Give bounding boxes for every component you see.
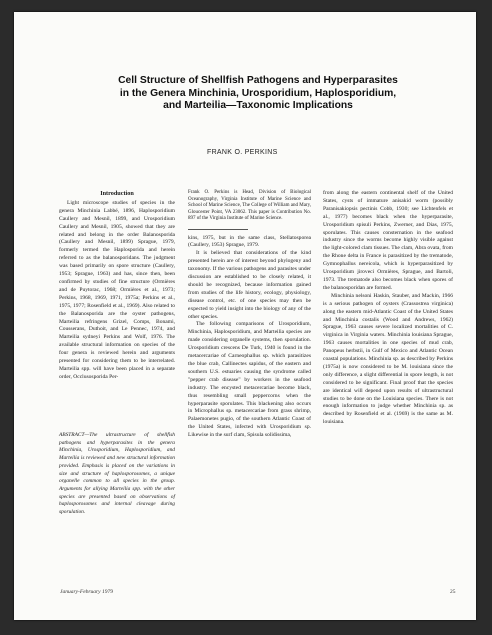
column-right xyxy=(323,190,453,427)
page-number: 25 xyxy=(450,589,456,595)
abstract: ABSTRACT—The ultrastructure of shellfish pathogens and hyperparasites in the genera Minchinia, Urosporidium, Haplosporidium, and Marteilia is reviewed and new structural information provided. Emphasis is placed on the variations in size and structure of haplosporosomes, a unique organelle common to all species in the group. Arguments for allying Marteilia spp. with the other species are presented based on observations of haplosporosomes and internal cleavage during sporulation. xyxy=(59,432,175,516)
title-line: Cell Structure of Shellfish Pathogens and Hyperparasites xyxy=(118,75,398,86)
body-paragraph: Light microscope studies of species in the genera Minchinia Labbé, 1896, Haplosporidium Caullery and Mesnil, 1899, and Urosporidium Caullery and Mesnil, 1905, showed that they are related and belong in the order Balanosporida (Caullery and Mesnil, 1899) Sprague, 1979, formerly termed the Haplosporida and herein referred to as the balanosporidans. The judgment was based primarily on spore structure (Caullery, 1953; Sprague, 1963) and has, since then, been confirmed by studies of fine structure (Ormières and de Puytorac, 1968; Ormières et al., 1973; Perkins, 1968, 1969, 1971, 1975a; Perkins et al., 1975, 1977; Rosenfield et al., 1969). Also related to the Balanosporida are the oyster pathogens, Marteilia refringens Grizel, Comps, Bonami, Cousserans, Duthoit, and Le Pennec, 1974, and Marteilia sydneyi Perkins and Wolf, 1976. The available structural information on species of the four genera is reviewed herein and arguments presented for considering them to be interrelated. Marteilia spp. will have been placed in a separate order, Occlusosporida Per- xyxy=(59,199,175,380)
body-paragraph: from along the eastern continental shelf of the United States, cysts of immature anisakid worm (possibly Paranisakiopsis pectinis Cobb, 1930; see Lichtenfels et al., 1977) becomes black when the hyperparasite, Urosporidium spisuli Perkins, Zwerner, and Dias, 1975, sporulates. This causes consternation in the seafood industry since the worms become highly visible against the light-colored clam tissues. The clam, Abra ovata, from the Rhone delta in France is parasitized by the trematode, Gymnophallus nereicola, which is hyperparasitized by Urosporidium jiroveci Ormières, Sprague, and Bartoli, 1973. The trematode also becomes black when spores of the balanosporidan are formed. xyxy=(323,190,453,291)
title-line: and Marteilia—Taxonomic Implications xyxy=(163,100,353,112)
issue-date: January-February 1979 xyxy=(60,589,114,595)
body-paragraph: It is believed that considerations of the kind presented herein are of interest beyond phylogeny and taxonomy. If the various pathogens and parasites under discussion are established to be closely related, it should be recognized, because information gained from studies of the life history, ecology, physiology, disease control, etc. of one species may then be expected to yield insight into the biology of any of the other species. xyxy=(188,250,311,320)
section-heading: Introduction xyxy=(100,190,134,197)
title-line: in the Genera Minchinia, Urosporidium, Haplosporidium, xyxy=(119,87,397,99)
journal-page xyxy=(14,12,476,620)
column-middle xyxy=(188,190,311,440)
column-left xyxy=(59,190,175,382)
body-paragraph: The following comparisons of Urosporidium, Minchinia, Haplosporidium, and Marteilia species are made considering organelle systems, then sporulation. Urosporidium crescens De Turk, 1940 is found in the metacercariae of Carneophallus sp. which parasitizes the blue crab, Callinectes sapidus, of the eastern and southern U.S. estuaries causing the syndrome called "pepper crab disease" by workers in the seafood industry. The encysted metacercariae become black, thus resembling small peppercorns when the hyperparasite sporulates. This blackening also occurs in Microphallus sp. metacercariae from grass shrimp, Palaemonetes pugio, of the southern Atlantic Coast of the United States, infected with Urosporidium sp. Likewise in the surf clam, Spisula solidissima, xyxy=(188,321,311,439)
body-paragraph: Minchinia nelsoni Haskin, Stauber, and Mackin, 1966 is a serious pathogen of oysters (Crassostrea virginica) along the eastern mid-Atlantic Coast of the United States and Minchinia costalis (Wood and Andrews, 1962) Sprague, 1963 causes severe localized mortalities of C. virginica in Virginia waters. Minchinia louisiana Sprague, 1963 causes mortalities in one species of mud crab, Panopeus herbstii, in Gulf of Mexico and Atlantic Ocean coastal populations. Minchinia sp. as described by Perkins (1975a) is now considered to be M. louisiana since the only difference, a slight differential in spore length, is not considered to be significant. Final proof that the species are identical will depend upon results of ultrastructural studies to be done on the Louisiana species. There is not enough information to judge whether Minchinia sp. as described by Rosenfield et al. (1969) is the same as M. louisiana. xyxy=(323,292,453,426)
article-title xyxy=(100,75,416,113)
footnote-rule xyxy=(188,229,248,230)
author-name: FRANK O. PERKINS xyxy=(207,149,278,156)
author-footnote: Frank O. Perkins is Head, Division of Biological Oceanography, Virginia Institute of Marine Science and School of Marine Science, The College of William and Mary, Gloucester Point, VA 23062. This paper is Contribution No. 897 of the Virginia Institute of Marine Science. xyxy=(188,190,312,221)
body-paragraph: kins, 1975, but in the same class, Stellatosporea (Caullery, 1953) Sprague, 1979. xyxy=(188,234,311,249)
